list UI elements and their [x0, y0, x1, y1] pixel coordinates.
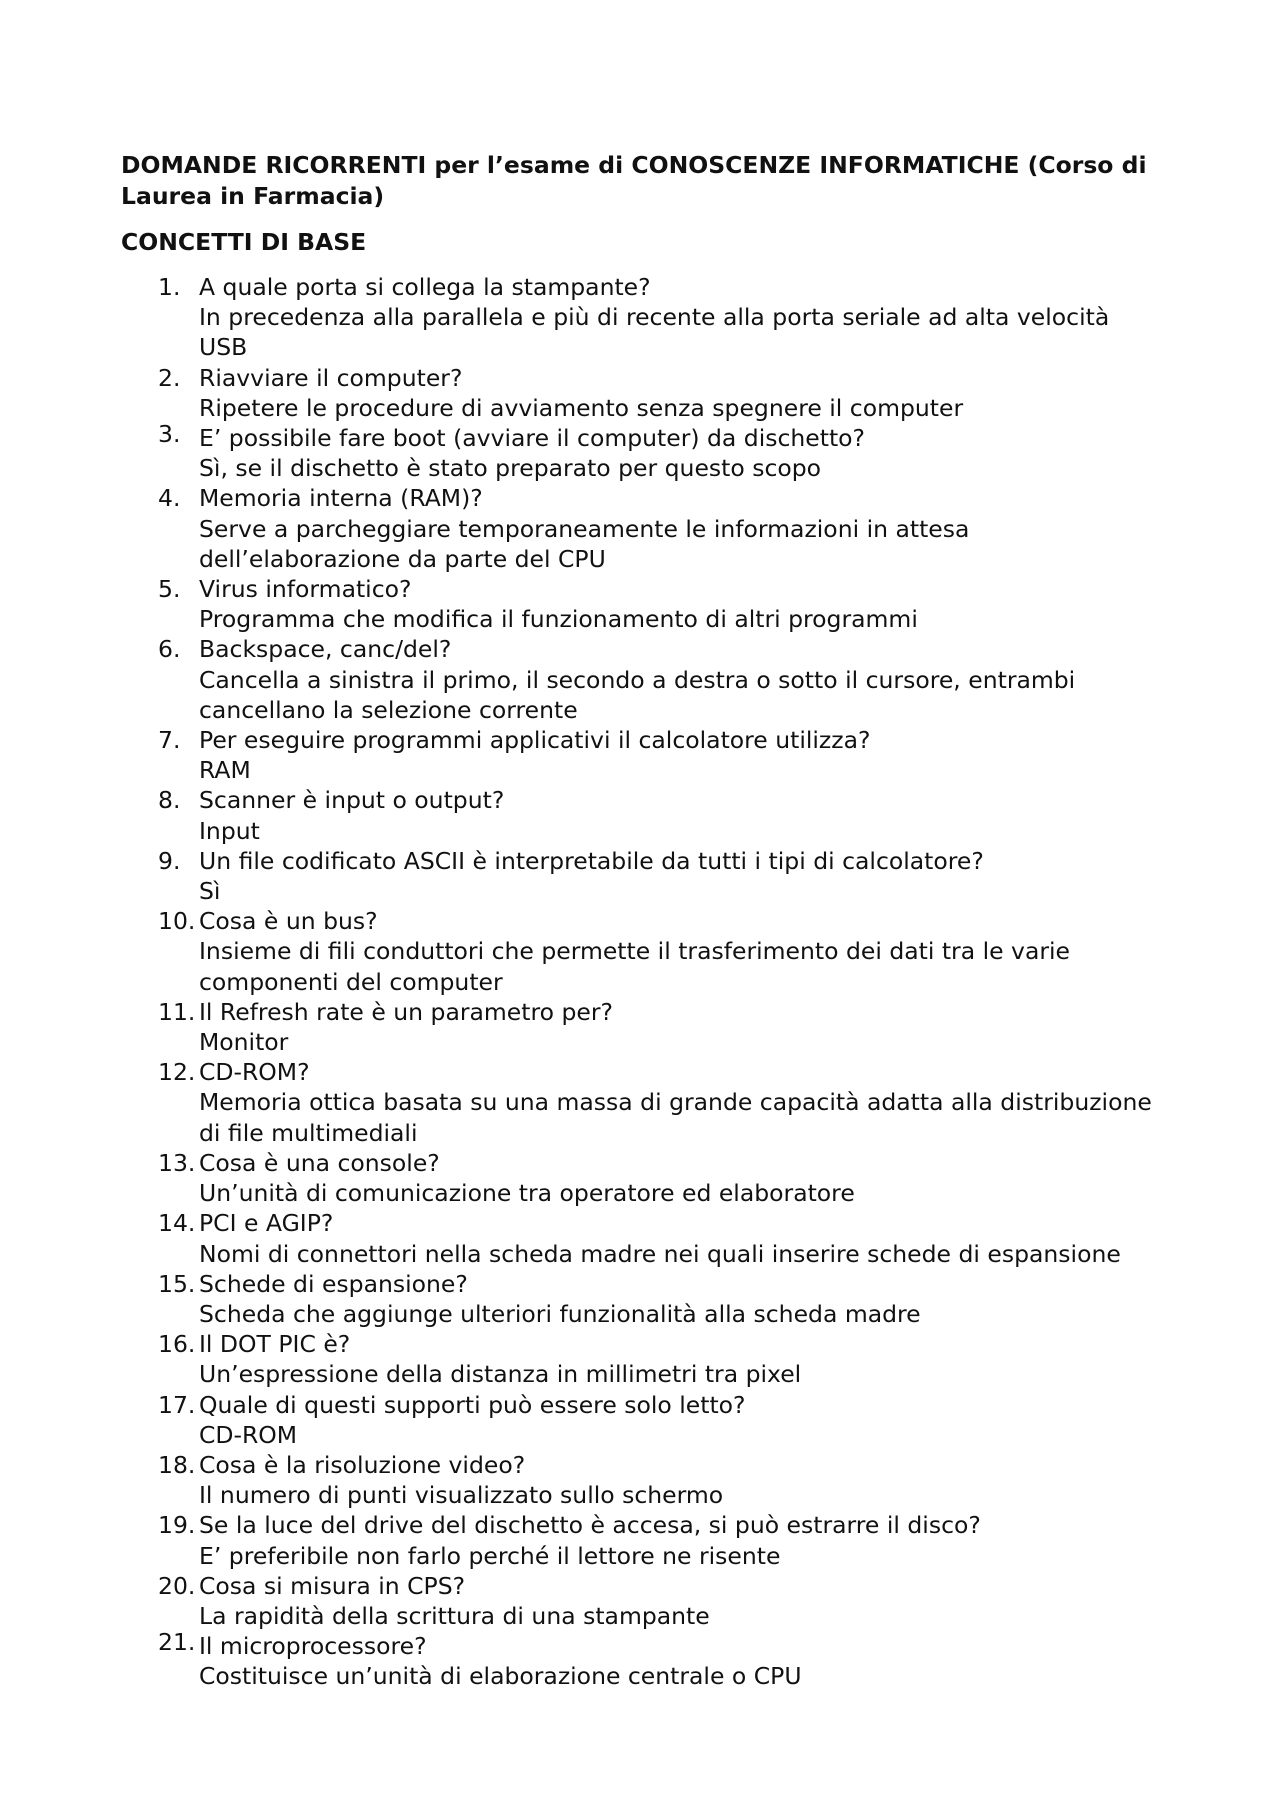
- item-number: 17.: [158, 1390, 196, 1419]
- item-number: 12.: [158, 1058, 196, 1087]
- item-number: 8.: [158, 786, 181, 815]
- item-question: CD-ROM?: [199, 1058, 310, 1087]
- list-item: [0, 634, 1159, 725]
- item-answer: Ripetere le procedure di avviamento senza spegnere il computer: [199, 393, 964, 422]
- section-heading: CONCETTI DI BASE: [121, 228, 367, 256]
- item-answer: Un’espressione della distanza in millimetri tra pixel: [199, 1360, 802, 1389]
- item-answer: E’ preferibile non farlo perché il lettore ne risente: [199, 1541, 781, 1570]
- document-title: DOMANDE RICORRENTI per l’esame di CONOSCENZE INFORMATICHE (Corso di Laurea in Farmacia): [121, 151, 1147, 210]
- item-question: Il DOT PIC è?: [199, 1330, 351, 1359]
- item-question: Cosa si misura in CPS?: [199, 1571, 466, 1600]
- item-answer: Nomi di connettori nella scheda madre nei quali inserire schede di espansione: [199, 1239, 1121, 1268]
- item-answer: CD-ROM: [199, 1420, 298, 1449]
- item-number: 19.: [158, 1511, 196, 1540]
- item-answer: Input: [199, 816, 260, 845]
- item-answer: Costituisce un’unità di elaborazione centrale o CPU: [199, 1662, 802, 1691]
- item-number: 13.: [158, 1148, 196, 1177]
- item-number: 18.: [158, 1450, 196, 1479]
- item-question: Per eseguire programmi applicativi il calcolatore utilizza?: [199, 726, 871, 755]
- item-question: PCI e AGIP?: [199, 1209, 334, 1238]
- item-answer: Monitor: [199, 1028, 289, 1057]
- item-answer: Memoria ottica basata su una massa di grande capacità adatta alla distribuzione di file multimediali: [199, 1088, 1152, 1147]
- list-item: [0, 272, 1159, 363]
- item-question: Cosa è una console?: [199, 1148, 440, 1177]
- item-number: 16.: [158, 1330, 196, 1359]
- item-answer: La rapidità della scrittura di una stampante: [199, 1601, 710, 1630]
- list-item: [0, 1208, 1159, 1268]
- list-item: [0, 906, 1159, 997]
- item-number: 15.: [158, 1269, 196, 1298]
- item-question: Se la luce del drive del dischetto è accesa, si può estrarre il disco?: [199, 1511, 981, 1540]
- item-number: 11.: [158, 997, 196, 1026]
- item-question: Riavviare il computer?: [199, 363, 463, 392]
- list-item: [0, 363, 1159, 423]
- item-question: Cosa è la risoluzione video?: [199, 1450, 526, 1479]
- list-item: [0, 420, 1159, 483]
- item-number: 7.: [158, 726, 181, 755]
- item-number: 4.: [158, 484, 181, 513]
- list-item: [0, 725, 1159, 785]
- list-item: [0, 1390, 1159, 1450]
- item-number: 1.: [158, 273, 181, 301]
- item-question: Un file codificato ASCII è interpretabile da tutti i tipi di calcolatore?: [199, 846, 984, 875]
- item-question: Quale di questi supporti può essere solo letto?: [199, 1390, 746, 1419]
- item-number: 14.: [158, 1209, 196, 1238]
- item-question: E’ possibile fare boot (avviare il computer) da dischetto?: [199, 424, 866, 453]
- list-item: [0, 1329, 1159, 1389]
- list-item: [0, 997, 1159, 1057]
- item-number: 21.: [158, 1628, 196, 1657]
- list-item: [0, 1450, 1159, 1510]
- item-question: Memoria interna (RAM)?: [199, 484, 483, 513]
- list-item: [0, 574, 1159, 634]
- question-list: [0, 272, 1280, 1692]
- item-question: Il microprocessore?: [199, 1632, 427, 1661]
- item-answer: Sì: [199, 877, 221, 906]
- item-number: 6.: [158, 635, 181, 664]
- list-item: [0, 1571, 1159, 1631]
- item-answer: Un’unità di comunicazione tra operatore ed elaboratore: [199, 1179, 855, 1208]
- item-answer: Programma che modifica il funzionamento di altri programmi: [199, 605, 918, 634]
- list-item: [0, 846, 1159, 906]
- list-item: [0, 1269, 1159, 1329]
- list-item: [0, 1510, 1159, 1570]
- item-number: 10.: [158, 907, 196, 936]
- item-answer: Scheda che aggiunge ulteriori funzionalità alla scheda madre: [199, 1299, 921, 1328]
- item-question: Cosa è un bus?: [199, 907, 378, 936]
- item-question: Scanner è input o output?: [199, 786, 505, 815]
- list-item: [0, 1628, 1159, 1691]
- item-question: Backspace, canc/del?: [199, 635, 452, 664]
- list-item: [0, 483, 1159, 574]
- item-question: Schede di espansione?: [199, 1269, 468, 1298]
- item-number: 5.: [158, 575, 181, 604]
- item-answer: Insieme di fili conduttori che permette il trasferimento dei dati tra le varie componenti del computer: [199, 937, 1071, 996]
- item-answer: Serve a parcheggiare temporaneamente le informazioni in attesa dell’elaborazione da parte del CPU: [199, 514, 970, 573]
- item-answer: In precedenza alla parallela e più di recente alla porta seriale ad alta velocità USB: [199, 303, 1110, 362]
- item-number: 3.: [158, 420, 181, 449]
- item-number: 20.: [158, 1571, 196, 1600]
- list-item: [0, 785, 1159, 845]
- item-answer: Sì, se il dischetto è stato preparato per questo scopo: [199, 454, 822, 483]
- item-question: Virus informatico?: [199, 575, 412, 604]
- item-question: A quale porta si collega la stampante?: [199, 273, 651, 301]
- item-answer: Cancella a sinistra il primo, il secondo a destra o sotto il cursore, entrambi cancellano la selezione corrente: [199, 665, 1076, 724]
- item-answer: Il numero di punti visualizzato sullo schermo: [199, 1481, 724, 1510]
- item-answer: RAM: [199, 756, 251, 785]
- item-question: Il Refresh rate è un parametro per?: [199, 997, 613, 1026]
- item-number: 9.: [158, 846, 181, 875]
- list-item: [0, 1148, 1159, 1208]
- list-item: [0, 1057, 1159, 1148]
- item-number: 2.: [158, 363, 181, 392]
